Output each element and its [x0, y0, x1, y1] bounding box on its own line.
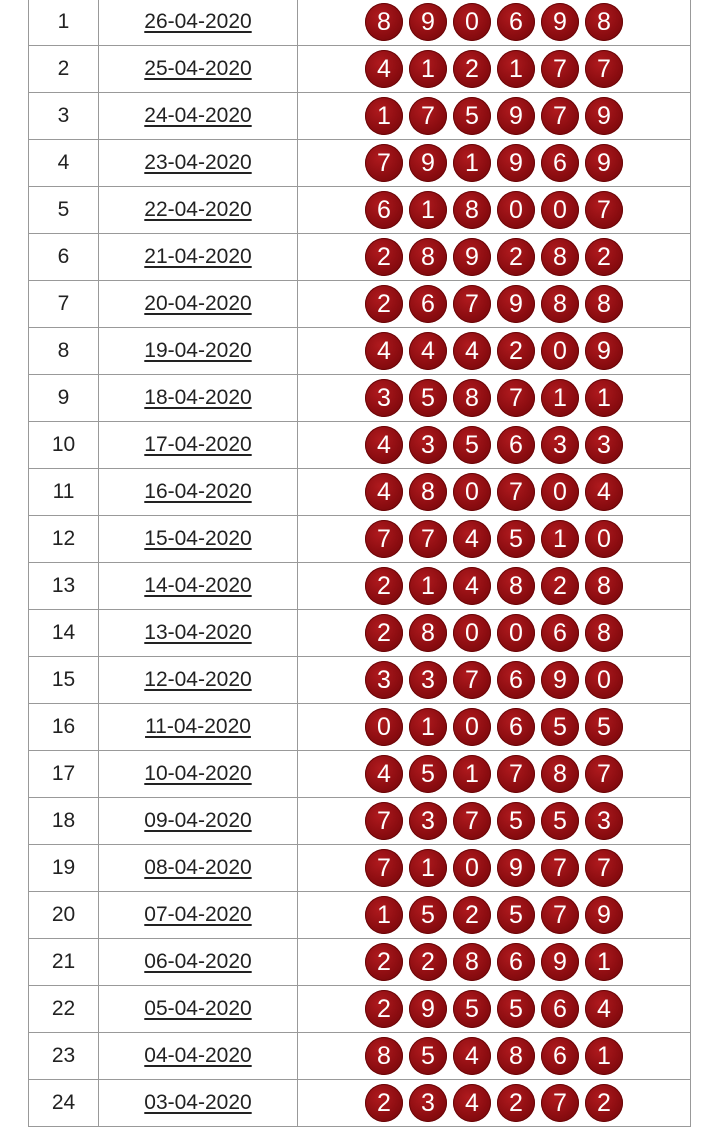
digit-ball: 9: [585, 332, 623, 370]
digit-ball: 2: [585, 238, 623, 276]
date-cell: [99, 516, 298, 563]
digit-ball: 6: [541, 614, 579, 652]
row-index: 13: [29, 563, 99, 610]
digit-ball: 1: [541, 520, 579, 558]
table-row: [29, 1080, 691, 1127]
result-digits-cell: [298, 0, 691, 46]
digit-ball: 8: [541, 238, 579, 276]
digit-ball: 3: [585, 802, 623, 840]
digit-ball: 0: [497, 191, 535, 229]
table-row: [29, 469, 691, 516]
digit-ball: 1: [365, 97, 403, 135]
date-link[interactable]: 18-04-2020: [144, 386, 252, 409]
digit-ball: 8: [585, 285, 623, 323]
digit-ball: 2: [365, 285, 403, 323]
digit-ball: 9: [585, 97, 623, 135]
digit-ball: 9: [541, 943, 579, 981]
digit-ball: 9: [497, 97, 535, 135]
table-row: [29, 986, 691, 1033]
digit-ball: 0: [541, 191, 579, 229]
digit-ball: 2: [365, 567, 403, 605]
digit-ball: 5: [453, 97, 491, 135]
date-link[interactable]: 16-04-2020: [144, 480, 252, 503]
row-index: 14: [29, 610, 99, 657]
date-cell: [99, 46, 298, 93]
digit-ball: 2: [365, 238, 403, 276]
digit-ball: 7: [585, 755, 623, 793]
row-index: 18: [29, 798, 99, 845]
digit-ball: 7: [453, 661, 491, 699]
digit-ball: 1: [409, 708, 447, 746]
result-digits-cell: [298, 657, 691, 704]
digit-ball: 4: [453, 520, 491, 558]
date-link[interactable]: 26-04-2020: [144, 10, 252, 33]
date-cell: [99, 469, 298, 516]
date-link[interactable]: 23-04-2020: [144, 151, 252, 174]
digit-ball: 6: [497, 708, 535, 746]
digit-ball: 5: [409, 1037, 447, 1075]
digit-ball: 7: [409, 520, 447, 558]
digit-ball: 1: [409, 567, 447, 605]
digit-ball: 1: [585, 379, 623, 417]
result-digits-cell: [298, 187, 691, 234]
digit-ball: 2: [365, 943, 403, 981]
digit-ball: 7: [365, 520, 403, 558]
digit-ball: 4: [365, 473, 403, 511]
digit-ball: 1: [365, 896, 403, 934]
row-index: 3: [29, 93, 99, 140]
table-row: [29, 1033, 691, 1080]
digit-ball: 5: [497, 802, 535, 840]
digit-ball: 9: [497, 849, 535, 887]
digit-ball: 1: [585, 1037, 623, 1075]
date-cell: [99, 375, 298, 422]
digit-ball: 2: [365, 1084, 403, 1122]
table-row: [29, 610, 691, 657]
digit-ball: 3: [365, 661, 403, 699]
date-cell: [99, 234, 298, 281]
date-cell: [99, 281, 298, 328]
date-cell: [99, 751, 298, 798]
date-link[interactable]: 06-04-2020: [144, 950, 252, 973]
digit-ball: 5: [541, 802, 579, 840]
digit-ball: 6: [541, 990, 579, 1028]
date-cell: [99, 704, 298, 751]
table-row: [29, 422, 691, 469]
table-row: [29, 93, 691, 140]
digit-ball: 2: [365, 614, 403, 652]
digit-ball: 0: [541, 332, 579, 370]
digit-ball: 6: [497, 661, 535, 699]
date-link[interactable]: 15-04-2020: [144, 527, 252, 550]
digit-ball: 5: [497, 896, 535, 934]
row-index: 5: [29, 187, 99, 234]
digit-ball: 2: [497, 1084, 535, 1122]
digit-ball: 6: [365, 191, 403, 229]
result-digits-cell: [298, 751, 691, 798]
digit-ball: 7: [365, 144, 403, 182]
digit-ball: 5: [453, 426, 491, 464]
row-index: 21: [29, 939, 99, 986]
digit-ball: 9: [585, 896, 623, 934]
digit-ball: 6: [497, 943, 535, 981]
digit-ball: 7: [541, 1084, 579, 1122]
row-index: 4: [29, 140, 99, 187]
digit-ball: 1: [409, 50, 447, 88]
digit-ball: 0: [497, 614, 535, 652]
digit-ball: 5: [497, 990, 535, 1028]
digit-ball: 0: [453, 3, 491, 41]
table-row: [29, 46, 691, 93]
digit-ball: 5: [409, 896, 447, 934]
result-digits-cell: [298, 986, 691, 1033]
date-cell: [99, 187, 298, 234]
date-link[interactable]: 19-04-2020: [144, 339, 252, 362]
date-cell: [99, 0, 298, 46]
digit-ball: 9: [541, 3, 579, 41]
date-link[interactable]: 20-04-2020: [144, 292, 252, 315]
digit-ball: 3: [541, 426, 579, 464]
digit-ball: 5: [585, 708, 623, 746]
digit-ball: 9: [585, 144, 623, 182]
date-link[interactable]: 10-04-2020: [144, 762, 252, 785]
result-digits-cell: [298, 422, 691, 469]
result-digits-cell: [298, 610, 691, 657]
digit-ball: 6: [541, 144, 579, 182]
date-link[interactable]: 07-04-2020: [144, 903, 252, 926]
date-cell: [99, 1080, 298, 1127]
result-digits-cell: [298, 939, 691, 986]
date-link[interactable]: 08-04-2020: [144, 856, 252, 879]
row-index: 2: [29, 46, 99, 93]
date-cell: [99, 140, 298, 187]
date-cell: [99, 328, 298, 375]
digit-ball: 3: [409, 802, 447, 840]
date-link[interactable]: 13-04-2020: [144, 621, 252, 644]
result-digits-cell: [298, 845, 691, 892]
result-digits-cell: [298, 704, 691, 751]
digit-ball: 3: [409, 426, 447, 464]
digit-ball: 8: [541, 755, 579, 793]
digit-ball: 4: [365, 426, 403, 464]
row-index: 1: [29, 0, 99, 46]
digit-ball: 8: [541, 285, 579, 323]
row-index: 19: [29, 845, 99, 892]
digit-ball: 4: [365, 50, 403, 88]
digit-ball: 4: [453, 332, 491, 370]
result-digits-cell: [298, 798, 691, 845]
digit-ball: 8: [453, 379, 491, 417]
digit-ball: 7: [541, 97, 579, 135]
digit-ball: 5: [541, 708, 579, 746]
digit-ball: 0: [453, 708, 491, 746]
digit-ball: 2: [409, 943, 447, 981]
digit-ball: 8: [497, 567, 535, 605]
digit-ball: 7: [541, 50, 579, 88]
digit-ball: 8: [409, 473, 447, 511]
digit-ball: 3: [365, 379, 403, 417]
digit-ball: 9: [409, 144, 447, 182]
digit-ball: 2: [365, 990, 403, 1028]
digit-ball: 7: [453, 802, 491, 840]
row-index: 7: [29, 281, 99, 328]
date-link[interactable]: 22-04-2020: [144, 198, 252, 221]
date-link[interactable]: 21-04-2020: [144, 245, 252, 268]
digit-ball: 4: [365, 332, 403, 370]
result-digits-cell: [298, 46, 691, 93]
result-digits-cell: [298, 328, 691, 375]
result-digits-cell: [298, 375, 691, 422]
date-link[interactable]: 17-04-2020: [144, 433, 252, 456]
table-row: [29, 704, 691, 751]
digit-ball: 4: [409, 332, 447, 370]
date-cell: [99, 845, 298, 892]
row-index: 24: [29, 1080, 99, 1127]
digit-ball: 1: [409, 191, 447, 229]
digit-ball: 1: [541, 379, 579, 417]
digit-ball: 2: [453, 50, 491, 88]
digit-ball: 8: [365, 1037, 403, 1075]
digit-ball: 0: [453, 473, 491, 511]
digit-ball: 2: [585, 1084, 623, 1122]
date-cell: [99, 422, 298, 469]
row-index: 12: [29, 516, 99, 563]
digit-ball: 2: [453, 896, 491, 934]
date-cell: [99, 610, 298, 657]
date-cell: [99, 657, 298, 704]
row-index: 22: [29, 986, 99, 1033]
digit-ball: 5: [453, 990, 491, 1028]
digit-ball: 7: [585, 191, 623, 229]
row-index: 8: [29, 328, 99, 375]
digit-ball: 2: [541, 567, 579, 605]
digit-ball: 2: [497, 238, 535, 276]
digit-ball: 2: [497, 332, 535, 370]
row-index: 16: [29, 704, 99, 751]
table-row: [29, 845, 691, 892]
digit-ball: 0: [585, 520, 623, 558]
digit-ball: 9: [409, 990, 447, 1028]
digit-ball: 3: [585, 426, 623, 464]
digit-ball: 7: [585, 849, 623, 887]
digit-ball: 8: [497, 1037, 535, 1075]
digit-ball: 4: [585, 990, 623, 1028]
digit-ball: 1: [497, 50, 535, 88]
row-index: 11: [29, 469, 99, 516]
result-digits-cell: [298, 892, 691, 939]
digit-ball: 6: [497, 426, 535, 464]
result-digits-cell: [298, 1080, 691, 1127]
digit-ball: 9: [497, 144, 535, 182]
digit-ball: 8: [453, 943, 491, 981]
date-link[interactable]: 11-04-2020: [145, 715, 251, 738]
digit-ball: 9: [453, 238, 491, 276]
digit-ball: 8: [585, 567, 623, 605]
digit-ball: 3: [409, 661, 447, 699]
digit-ball: 1: [585, 943, 623, 981]
digit-ball: 5: [497, 520, 535, 558]
table-row: [29, 187, 691, 234]
date-link[interactable]: 04-04-2020: [144, 1044, 252, 1067]
result-digits-cell: [298, 469, 691, 516]
table-row: [29, 563, 691, 610]
date-cell: [99, 892, 298, 939]
digit-ball: 1: [453, 755, 491, 793]
row-index: 6: [29, 234, 99, 281]
row-index: 20: [29, 892, 99, 939]
results-table: [28, 0, 691, 1127]
digit-ball: 8: [409, 238, 447, 276]
digit-ball: 7: [497, 473, 535, 511]
date-link[interactable]: 03-04-2020: [144, 1091, 252, 1114]
digit-ball: 0: [365, 708, 403, 746]
digit-ball: 6: [497, 3, 535, 41]
result-digits-cell: [298, 93, 691, 140]
digit-ball: 7: [585, 50, 623, 88]
digit-ball: 4: [365, 755, 403, 793]
table-row: [29, 375, 691, 422]
digit-ball: 8: [453, 191, 491, 229]
row-index: 23: [29, 1033, 99, 1080]
result-digits-cell: [298, 140, 691, 187]
result-digits-cell: [298, 281, 691, 328]
digit-ball: 7: [541, 849, 579, 887]
digit-ball: 9: [497, 285, 535, 323]
row-index: 15: [29, 657, 99, 704]
digit-ball: 7: [409, 97, 447, 135]
table-row: [29, 516, 691, 563]
date-link[interactable]: 24-04-2020: [144, 104, 252, 127]
date-link[interactable]: 05-04-2020: [144, 997, 252, 1020]
digit-ball: 1: [453, 144, 491, 182]
date-cell: [99, 798, 298, 845]
digit-ball: 3: [409, 1084, 447, 1122]
row-index: 9: [29, 375, 99, 422]
row-index: 17: [29, 751, 99, 798]
table-row: [29, 798, 691, 845]
results-table-body: [29, 0, 691, 1127]
date-link[interactable]: 09-04-2020: [144, 809, 252, 832]
digit-ball: 7: [365, 849, 403, 887]
digit-ball: 9: [541, 661, 579, 699]
digit-ball: 4: [585, 473, 623, 511]
digit-ball: 0: [453, 849, 491, 887]
date-cell: [99, 986, 298, 1033]
table-row: [29, 234, 691, 281]
table-row: [29, 328, 691, 375]
digit-ball: 0: [453, 614, 491, 652]
date-cell: [99, 939, 298, 986]
digit-ball: 7: [497, 755, 535, 793]
result-digits-cell: [298, 516, 691, 563]
table-row: [29, 140, 691, 187]
digit-ball: 7: [365, 802, 403, 840]
digit-ball: 4: [453, 1037, 491, 1075]
date-cell: [99, 1033, 298, 1080]
digit-ball: 7: [497, 379, 535, 417]
row-index: 10: [29, 422, 99, 469]
date-link[interactable]: 14-04-2020: [144, 574, 252, 597]
digit-ball: 8: [409, 614, 447, 652]
digit-ball: 6: [409, 285, 447, 323]
digit-ball: 6: [541, 1037, 579, 1075]
date-cell: [99, 563, 298, 610]
digit-ball: 9: [409, 3, 447, 41]
digit-ball: 5: [409, 379, 447, 417]
digit-ball: 8: [365, 3, 403, 41]
table-row: [29, 281, 691, 328]
digit-ball: 4: [453, 567, 491, 605]
result-digits-cell: [298, 234, 691, 281]
digit-ball: 5: [409, 755, 447, 793]
digit-ball: 8: [585, 614, 623, 652]
table-row: [29, 939, 691, 986]
date-link[interactable]: 25-04-2020: [144, 57, 252, 80]
digit-ball: 0: [541, 473, 579, 511]
table-row: [29, 892, 691, 939]
date-cell: [99, 93, 298, 140]
table-row: [29, 0, 691, 46]
result-digits-cell: [298, 563, 691, 610]
digit-ball: 4: [453, 1084, 491, 1122]
digit-ball: 7: [541, 896, 579, 934]
results-table-container: [28, 0, 691, 1127]
table-row: [29, 751, 691, 798]
digit-ball: 8: [585, 3, 623, 41]
date-link[interactable]: 12-04-2020: [144, 668, 252, 691]
digit-ball: 0: [585, 661, 623, 699]
table-row: [29, 657, 691, 704]
digit-ball: 1: [409, 849, 447, 887]
result-digits-cell: [298, 1033, 691, 1080]
digit-ball: 7: [453, 285, 491, 323]
